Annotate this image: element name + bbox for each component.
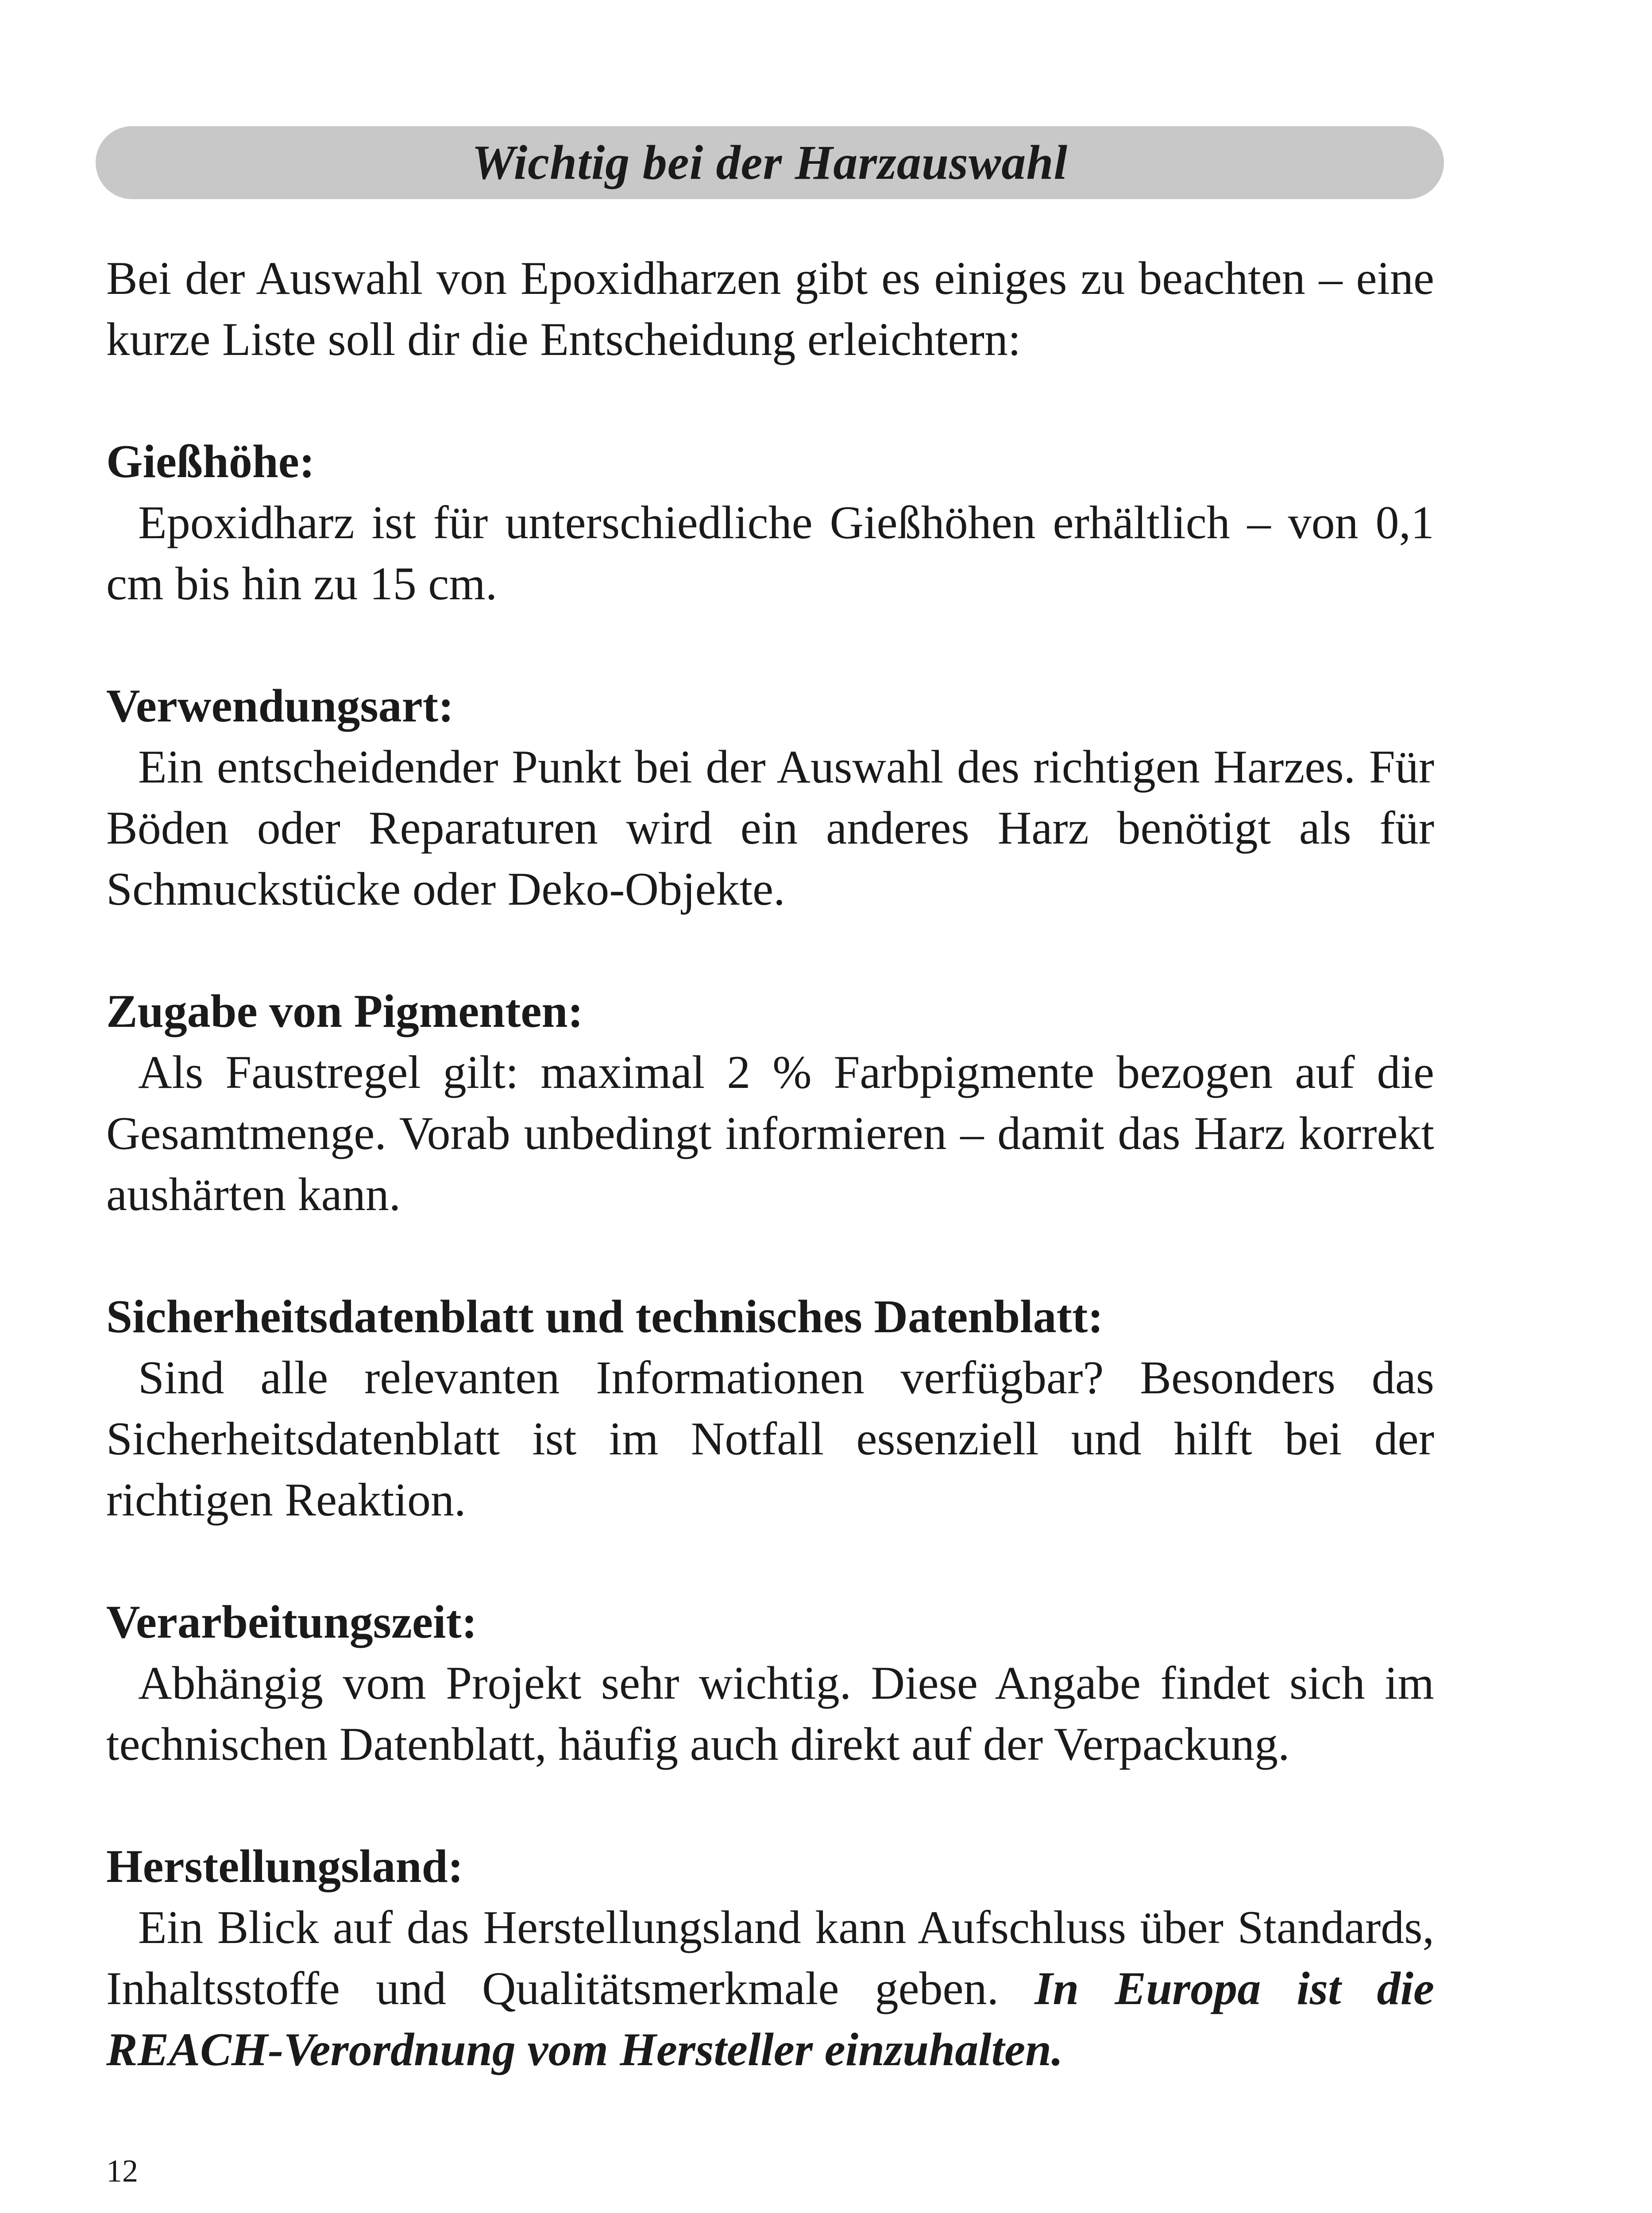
section-heading: Sicherheitsdatenblatt und technisches Datenblatt: — [106, 1291, 1104, 1342]
section-title-banner — [96, 126, 1444, 199]
section-heading: Gießhöhe: — [106, 436, 315, 487]
section-verwendungsart — [106, 675, 1434, 920]
section-body: Ein entscheidender Punkt bei der Auswahl des richtigen Harzes. Für Böden oder Reparaturen wird ein anderes Harz benötigt als für Schmuckstücke oder Deko-Objekte. — [106, 741, 1434, 915]
section-heading: Zugabe von Pigmenten: — [106, 985, 583, 1037]
intro-paragraph: Bei der Auswahl von Epoxidharzen gibt es einiges zu beachten – eine kurze Liste soll dir die Entscheidung erleichtern: — [106, 252, 1434, 365]
section-title: Wichtig bei der Harzauswahl — [471, 135, 1068, 189]
section-body: Als Faustregel gilt: maximal 2 % Farbpigmente bezogen auf die Gesamtmenge. Vorab unbedingt informieren – damit das Harz korrekt aushärten kann. — [106, 1046, 1434, 1220]
section-heading: Verarbeitungszeit: — [106, 1596, 478, 1648]
section-herstellungsland — [106, 1836, 1434, 2080]
section-body: Abhängig vom Projekt sehr wichtig. Diese Angabe findet sich im technischen Datenblatt, häufig auch direkt auf der Verpackung. — [106, 1657, 1434, 1770]
section-giesshoehe — [106, 431, 1434, 614]
section-verarbeitungszeit — [106, 1592, 1434, 1775]
page-content — [106, 248, 1434, 2080]
page-number: 12 — [106, 2153, 138, 2189]
section-heading: Herstellungsland: — [106, 1840, 463, 1892]
section-body: Sind alle relevanten Informationen verfügbar? Besonders das Sicherheitsdatenblatt ist im Notfall essenziell und hilft bei der richtigen Reaktion. — [106, 1352, 1434, 1526]
section-body-text: Ein Blick auf das Herstellungsland kann Aufschluss über Standards, Inhaltsstoffe und Qualitätsmerkmale geben. — [106, 1901, 1434, 2014]
emphasis-text: In Europa ist die REACH-Verordnung vom Hersteller einzuhalten. — [106, 1962, 1434, 2075]
section-datenblatt — [106, 1286, 1434, 1531]
section-pigmente — [106, 981, 1434, 1225]
section-body — [106, 1897, 1434, 2080]
section-body: Epoxidharz ist für unterschiedliche Gießhöhen erhältlich – von 0,1 cm bis hin zu 15 cm. — [106, 497, 1434, 609]
section-heading: Verwendungsart: — [106, 680, 454, 732]
